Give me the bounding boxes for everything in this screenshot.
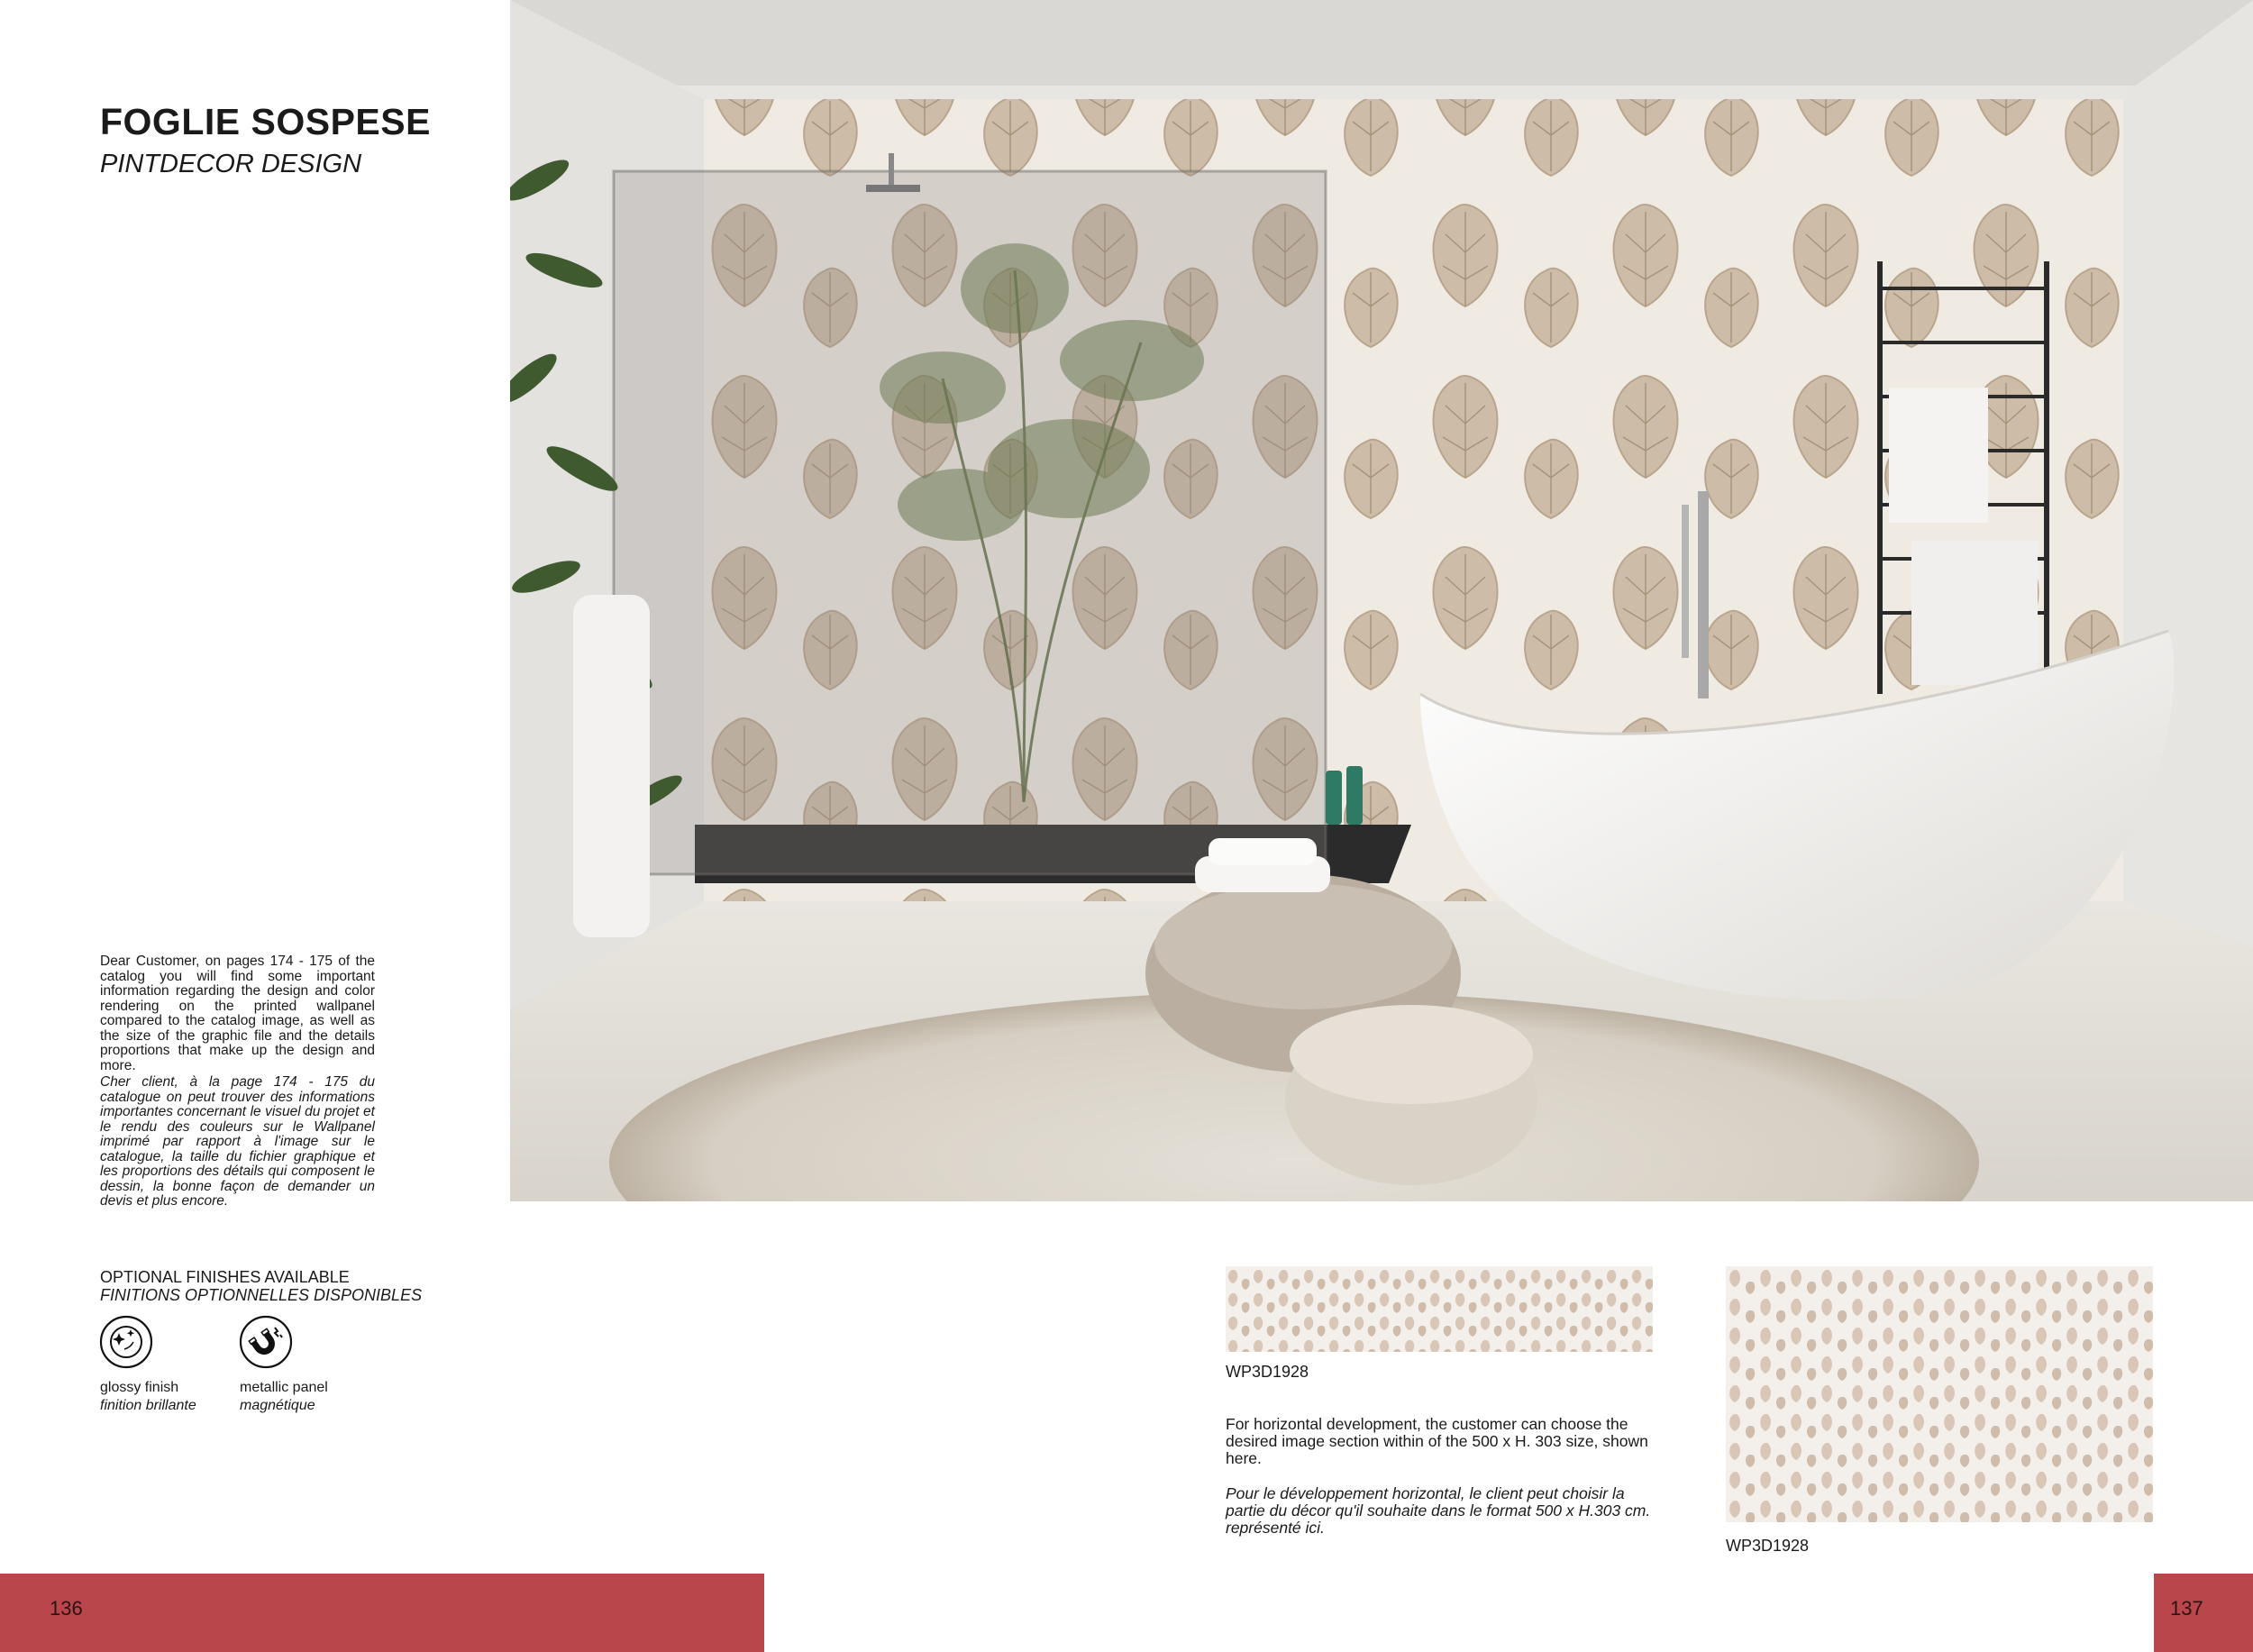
page-number-left: 136 [50,1597,83,1620]
customer-note-english: Dear Customer, on pages 174 - 175 of the catalog you will find some important information regarding the design and color rendering on the printed wallpanel compared to the catalog image, as well as the size of the graphic file and the details proportions that make up the design and more. [100,954,375,1073]
finishes-heading-fr: FINITIONS OPTIONNELLES DISPONIBLES [100,1286,423,1304]
glossy-finish-label-en: glossy finish [100,1380,179,1395]
product-code-tall: WP3D1928 [1726,1537,1810,1555]
finishes-heading-en: OPTIONAL FINISHES AVAILABLE [100,1268,350,1286]
footer-bar-left [0,1574,764,1652]
glossy-finish-label [100,1379,196,1415]
page-subtitle: PINTDECOR DESIGN [100,150,362,178]
page-title: FOGLIE SOSPESE [100,101,431,142]
glossy-finish-icon [99,1315,153,1369]
finishes-heading [100,1268,422,1304]
page-number-right: 137 [2170,1597,2203,1620]
pattern-swatch-tall [1726,1266,2153,1522]
horizontal-development-note-en: For horizontal development, the customer can choose the desired image section within of the 500 x H. 303 size, shown here. [1226,1415,1648,1467]
footer-bar-right [2154,1574,2253,1652]
metallic-panel-label-fr: magnétique [240,1398,315,1413]
metallic-panel-label-en: metallic panel [240,1380,328,1395]
metallic-panel-label [240,1379,328,1415]
product-code-wide: WP3D1928 [1226,1363,1309,1381]
magnet-icon [239,1315,293,1369]
horizontal-development-note-fr: Pour le développement horizontal, le client peut choisir la partie du décor qu'il souhaite dans le format 500 x H.303 cm. représenté ici. [1226,1484,1651,1537]
bathroom-photo [510,0,2253,1201]
pattern-swatch-wide [1226,1266,1653,1352]
customer-note-french: Cher client, à la page 174 - 175 du catalogue on peut trouver des informations importantes concernant le visuel du projet et le rendu des couleurs sur le Wallpanel imprimé par rapport à l'image sur le catalogue, la taille du fichier graphique et les proportions des détails qui composent le dessin, la bonne façon de demander un devis et plus encore. [100,1074,375,1209]
glossy-finish-label-fr: finition brillante [100,1398,196,1413]
